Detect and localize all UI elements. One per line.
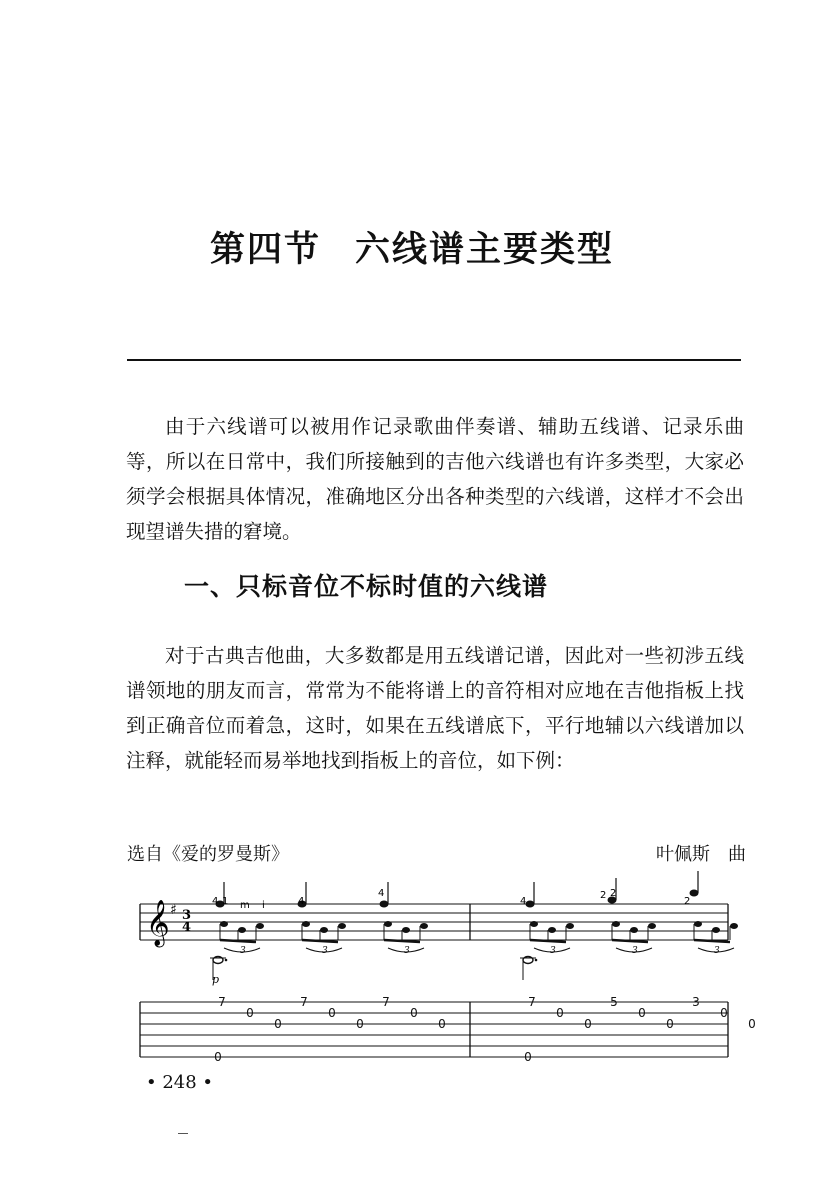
accompaniment-note (566, 923, 574, 929)
tab-fret-number: 7 (218, 995, 226, 1009)
time-signature (182, 908, 191, 935)
clef-glyph: 𝄞 (146, 900, 170, 946)
chapter-title (0, 222, 824, 272)
accompaniment-note (402, 927, 410, 933)
triplet-label: 3 (322, 946, 328, 956)
key-signature-sharp (170, 902, 177, 918)
finger-mark: 4 (378, 888, 385, 899)
music-example-score (140, 880, 756, 1064)
finger-mark: m (240, 900, 250, 911)
finger-mark: 4 (212, 896, 219, 907)
melody-note (380, 901, 389, 908)
tab-fret-number: 0 (638, 1006, 646, 1020)
accompaniment-note (238, 927, 246, 933)
tab-fret-number: 0 (720, 1006, 728, 1020)
accompaniment-note (530, 921, 538, 927)
melody-note (526, 901, 535, 908)
finger-mark: 1 (222, 896, 229, 907)
intro-paragraph: 由于六线谱可以被用作记录歌曲伴奏谱、辅助五线谱、记录乐曲等，所以在日常中，我们所接触到的吉他六线谱也有许多类型，大家必须学会根据具体情况，准确地区分出各种类型的六线谱，这样才不会出现望谱失措的窘境。 (126, 415, 744, 543)
title-divider (127, 359, 741, 361)
barlines (140, 904, 728, 1057)
finger-mark: 2 (684, 896, 691, 907)
section-heading: 一、只标音位不标时值的六线谱 (184, 572, 549, 601)
treble-clef (146, 900, 170, 948)
dynamic-mark: p (212, 973, 220, 986)
accompaniment-note (220, 921, 228, 927)
tab-fret-number: 0 (246, 1006, 254, 1020)
tab-fret-number: 0 (328, 1006, 336, 1020)
chapter-name: 六线谱主要类型 (355, 229, 615, 270)
finger-mark: 4 (520, 896, 527, 907)
sharp-glyph: ♯ (170, 902, 177, 918)
accompaniment-note (320, 927, 328, 933)
notes (210, 871, 738, 980)
accompaniment-note (302, 921, 310, 927)
tab-fret-number: 0 (356, 1017, 364, 1031)
tab-fret-number: 0 (748, 1017, 756, 1031)
accompaniment-note (256, 923, 264, 929)
tab-fret-number: 5 (610, 995, 618, 1009)
finger-mark: 4 (298, 896, 305, 907)
finger-mark: 2 (600, 890, 607, 901)
triplet-label: 3 (240, 946, 246, 956)
tab-fret-number: 0 (584, 1017, 592, 1031)
tab-fret-number: 7 (382, 995, 390, 1009)
dot (535, 959, 538, 962)
tab-fret-number: 0 (410, 1006, 418, 1020)
time-signature-top: 3 (182, 908, 192, 923)
accompaniment-note (420, 923, 428, 929)
example-composer-role: 曲 (728, 844, 746, 865)
example-composer-line (656, 840, 746, 866)
staff-lines (140, 904, 728, 940)
tab-numbers (214, 995, 756, 1064)
finger-mark: 2 (610, 888, 617, 899)
example-composer: 叶佩斯 (656, 844, 710, 865)
tab-fret-number: 3 (692, 995, 700, 1009)
tab-fret-number: 0 (214, 1050, 222, 1064)
accompaniment-note (548, 927, 556, 933)
triplet-label: 3 (404, 946, 410, 956)
tab-fret-number: 0 (274, 1017, 282, 1031)
finger-mark: i (262, 900, 265, 911)
tab-fret-number: 0 (438, 1017, 446, 1031)
accompaniment-note (694, 921, 702, 927)
accompaniment-note (612, 921, 620, 927)
accompaniment-note (630, 927, 638, 933)
tab-fret-number: 0 (666, 1017, 674, 1031)
accompaniment-note (338, 923, 346, 929)
accompaniment-note (648, 923, 656, 929)
page-number: • 248 • (146, 1072, 214, 1093)
triplet-label: 3 (550, 946, 556, 956)
melody-note (690, 890, 699, 897)
scan-mark (178, 1133, 188, 1134)
chapter-number: 第四节 (209, 229, 321, 270)
triplet-label: 3 (632, 946, 638, 956)
tab-fret-number: 7 (300, 995, 308, 1009)
triplet-label: 3 (714, 946, 720, 956)
dot (225, 959, 228, 962)
tab-fret-number: 7 (528, 995, 536, 1009)
example-source: 选自《爱的罗曼斯》 (127, 844, 289, 865)
tab-fret-number: 0 (556, 1006, 564, 1020)
tab-fret-number: 0 (524, 1050, 532, 1064)
time-signature-bottom: 4 (182, 920, 192, 935)
finger-marks (212, 888, 690, 911)
accompaniment-note (384, 921, 392, 927)
accompaniment-note (730, 923, 738, 929)
accompaniment-note (712, 927, 720, 933)
section-paragraph: 对于古典吉他曲，大多数都是用五线谱记谱，因此对一些初涉五线谱领地的朋友而言，常常为不能将谱上的音符相对应地在吉他指板上找到正确音位而着急，这时，如果在五线谱底下，平行地辅以六线谱加以注释，就能轻而易举地找到指板上的音位，如下例： (126, 644, 744, 772)
